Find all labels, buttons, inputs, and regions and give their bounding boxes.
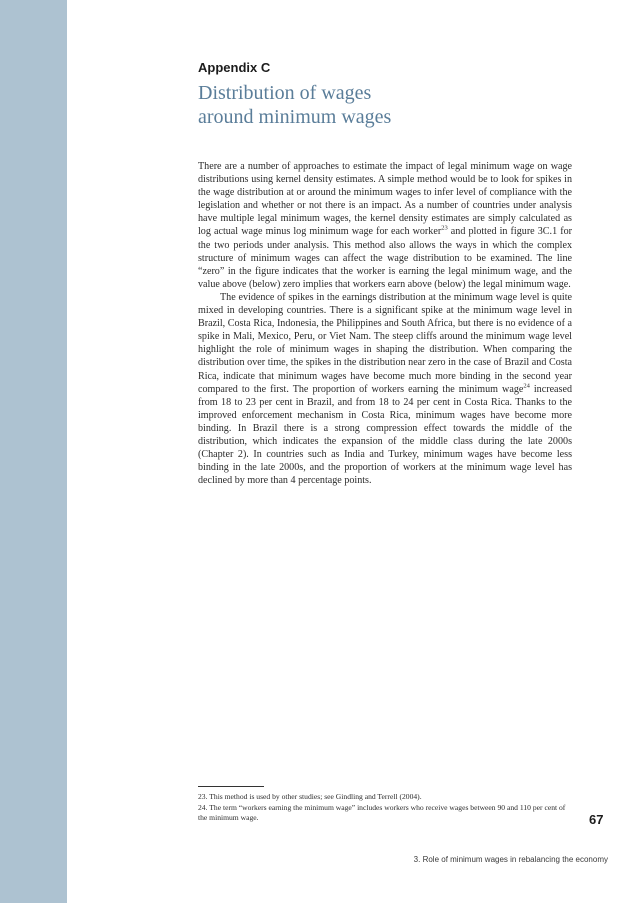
footnotes bbox=[198, 792, 573, 824]
side-color-band bbox=[0, 0, 67, 903]
footnote-ref-24: 24 bbox=[523, 382, 530, 390]
paragraph-1-text-b: and plotted in figure 3C.1 for the two periods under analysis. This method also allows the ways in which the complex structure of minimum wages can affect the wage distribution to be examined. The line “zero” in the figure indicates that the worker is earning the legal minimum wage, and the value above (below) zero implies that workers earn above (below) the legal minimum wage. bbox=[198, 226, 572, 290]
footnote-24: 24. The term “workers earning the minimum wage” includes workers who receive wages between 90 and 110 per cent of the minimum wage. bbox=[198, 802, 566, 822]
paragraph-1 bbox=[198, 160, 572, 291]
paragraph-2 bbox=[198, 291, 572, 487]
paragraph-2-text-a: The evidence of spikes in the earnings distribution at the minimum wage level is quite mixed in developing countries. There is a significant spike at the minimum wage level in Brazil, Costa Rica, Indonesia, the Philippines and South Africa, but there is no evidence of a spike in Mali, Mexico, Peru, or Viet Nam. The steep cliffs around the minimum wage level highlight the role of minimum wages in shaping the distribution. When comparing the distribution over time, the spikes in the distribution near zero in the case of Brazil and Costa Rica, indicate that minimum wages have become much more binding in the second year compared to the first. The proportion of workers earning the minimum wage bbox=[198, 291, 572, 395]
page-title-line-1: Distribution of wages bbox=[198, 82, 372, 104]
page-number: 67 bbox=[589, 812, 604, 827]
paragraph-1-text-a: There are a number of approaches to estimate the impact of legal minimum wage on wage distributions using kernel density estimates. A simple method would be to look for spikes in the wage distribution at or around the minimum wages to infer level of compliance with the legislation and whether or not there is an impact. As a number of countries under analysis have multiple legal minimum wages, the kernel density estimates are simply calculated as log actual wage minus log minimum wage for each worker bbox=[198, 161, 572, 238]
appendix-label: Appendix C bbox=[198, 60, 271, 75]
footnote-ref-23: 23 bbox=[441, 225, 448, 233]
running-footer: 3. Role of minimum wages in rebalancing the economy bbox=[413, 855, 608, 864]
page-title bbox=[198, 81, 578, 129]
footnote-23: 23. This method is used by other studies; see Gindling and Terrell (2004). bbox=[198, 792, 422, 801]
page-title-line-2: around minimum wages bbox=[198, 106, 392, 128]
footnote-divider bbox=[198, 786, 264, 787]
body-text bbox=[198, 160, 572, 487]
paragraph-2-text-b: increased from 18 to 23 per cent in Brazil, and from 18 to 24 per cent in Costa Rica. Thanks to the improved enforcement mechanism in Costa Rica, minimum wages have become more binding. In Brazil there is a strong compression effect towards the middle of the distribution, which indicates the expansion of the middle class during the late 2000s (Chapter 2). In countries such as India and Turkey, minimum wages have become less binding in the late 2000s, and the proportion of workers at the minimum wage level has declined by more than 4 percentage points. bbox=[198, 383, 572, 487]
